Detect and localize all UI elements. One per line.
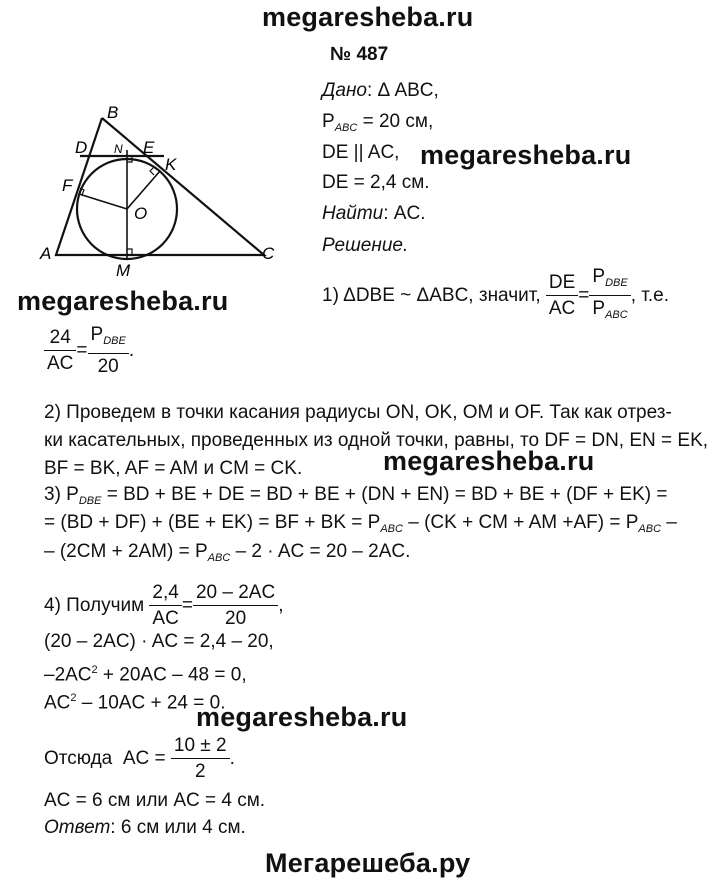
given-triangle: : Δ ABC, [366, 80, 439, 101]
step4-eq-3: $AC^2 - 10AC + 24 = 0$. [44, 692, 226, 714]
given-line-4: DE = 2,4 см. [322, 172, 430, 193]
label-e: E [143, 138, 155, 157]
step3-line-3: – $(2CM + 2AM) = P_{ABC} - 2$ · AC = 20 – 2AC. [44, 541, 411, 564]
step4-line: 4) Получим $\frac{2,4}{AC}$ = $\frac{20 - 2AC}{20}$ , [44, 582, 284, 629]
given-line-1 [322, 80, 439, 102]
step4-result: AC = 6 см или AC = 4 см. [44, 790, 266, 811]
radius-of [79, 194, 127, 209]
step1-line: 1) ΔDBE ~ ΔABC, значит, $\frac{DE}{AC}$ = $\frac{P_{DBE}}{P_{ABC}}$ , т.е. [322, 266, 669, 326]
step2-line-1: 2) Проведем в точки касания радиусы ON, OK, OM и OF. Так как отрез- [44, 402, 672, 423]
triangle-figure [36, 104, 282, 280]
step4-eq-2: $-2AC^2 + 20AC - 48 = 0$, [44, 664, 247, 686]
label-m: M [116, 261, 131, 280]
label-o: O [134, 204, 148, 223]
step2-line-3: BF = BK, AF = AM и CM = CK. [44, 458, 303, 479]
watermark-lower: megaresheba.ru [196, 702, 408, 732]
label-b: B [107, 104, 119, 122]
label-f: F [62, 176, 73, 195]
watermark-top: megaresheba.ru [262, 2, 474, 32]
solution-label: Решение. [322, 235, 409, 256]
fraction-perimeters: $\frac{P_{DBE}}{P_{ABC}}$ [589, 266, 630, 326]
step4-hence: Отсюда AC = $\frac{10 \pm 2}{2}$ . [44, 735, 235, 782]
step3-line-1: 3) $P_{DBE}$ = BD + BE + DE = BD + BE + (DN + EN) = BD + BE + (DF + EK) = [44, 484, 668, 507]
find-line: Найти: AC. [322, 203, 426, 224]
watermark-footer: Мегарешеба.ру [265, 848, 471, 878]
label-d: D [75, 138, 88, 157]
label-k: K [165, 155, 177, 174]
label-n: N [114, 142, 123, 156]
step1-ratio: $\frac{24}{AC}$ = $\frac{P_{DBE}}{20}$ . [44, 324, 134, 378]
given-label: Дано [322, 80, 367, 101]
label-c: C [262, 244, 275, 263]
problem-number: № 487 [330, 44, 389, 65]
step2-line-2: ки касательных, проведенных из одной точки, равны, то DF = DN, EN = EK, [44, 430, 709, 451]
watermark-middle: megaresheba.ru [383, 446, 595, 476]
answer-line: Ответ: 6 см или 4 см. [44, 817, 246, 838]
label-a: A [40, 244, 52, 263]
given-line-2: $P_{ABC} = 20$ см, [322, 111, 434, 134]
watermark-left: megaresheba.ru [17, 286, 229, 316]
step3-line-2: = (BD + DF) + (BE + EK) = BF + BK = $P_{ABC} - (CK$ + CM + AM $+AF) = P_{ABC}$ – [44, 512, 677, 535]
given-line-3: DE || AC, [322, 142, 400, 163]
watermark-right: megaresheba.ru [420, 140, 632, 170]
fraction-de-ac: $\frac{DE}{AC}$ [546, 272, 578, 320]
step4-eq-1: (20 – 2AC) · AC = 2,4 – 20, [44, 631, 274, 652]
